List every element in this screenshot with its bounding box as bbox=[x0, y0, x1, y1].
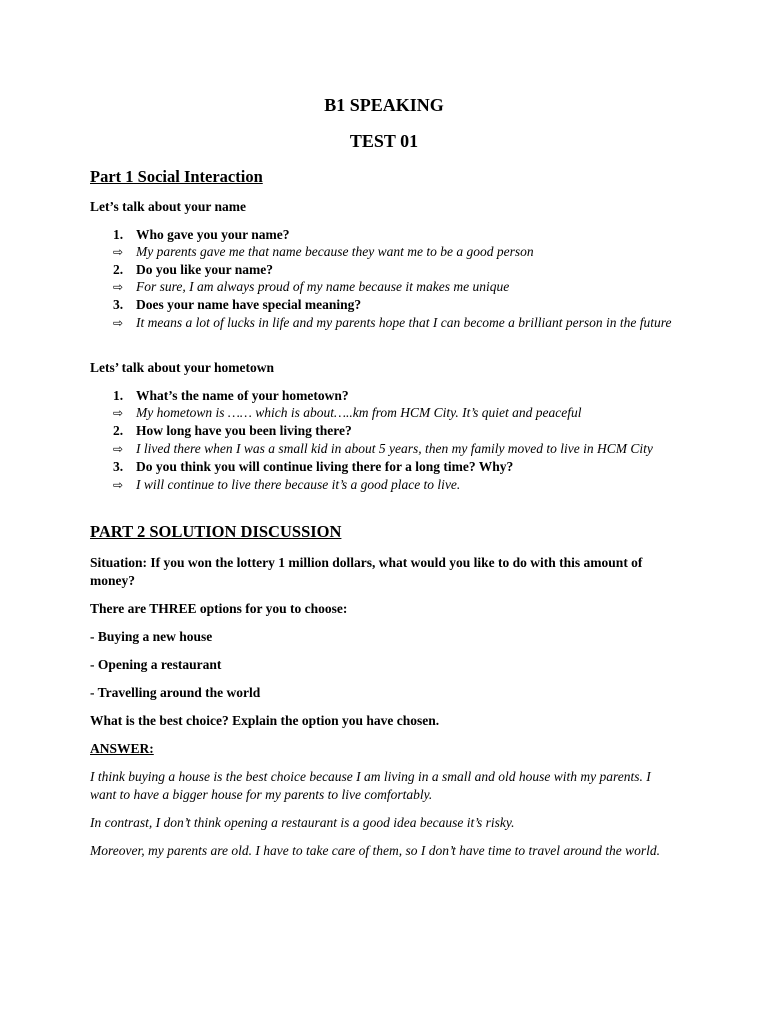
answer-paragraph: In contrast, I don’t think opening a restaurant is a good idea because it’s risky. bbox=[90, 815, 515, 830]
option-item: - Opening a restaurant bbox=[90, 657, 222, 672]
situation-text: Situation: If you won the lottery 1 million dollars, what would you like to do with this amount of money? bbox=[90, 555, 643, 588]
question-number: 1. bbox=[113, 388, 124, 403]
answer-text: I will continue to live there because it’s a good place to live. bbox=[136, 477, 461, 492]
outlined-right-arrow-icon: ⇨ bbox=[113, 245, 124, 259]
part1-heading: Part 1 Social Interaction bbox=[90, 167, 263, 186]
question-text: Do you like your name? bbox=[136, 262, 274, 277]
choice-question: What is the best choice? Explain the option you have chosen. bbox=[90, 713, 440, 728]
document-subtitle: TEST 01 bbox=[349, 131, 419, 151]
answer-paragraph: Moreover, my parents are old. I have to take care of them, so I don’t have time to travel around the world. bbox=[90, 843, 661, 858]
answer-text: For sure, I am always proud of my name because it makes me unique bbox=[136, 279, 510, 294]
outlined-right-arrow-icon: ⇨ bbox=[113, 406, 124, 420]
answer-paragraph: I think buying a house is the best choice because I am living in a small and old house with my parents. I want to have a bigger house for my parents to live comfortably. bbox=[90, 769, 651, 802]
outlined-right-arrow-icon: ⇨ bbox=[113, 442, 124, 456]
question-text: How long have you been living there? bbox=[136, 423, 352, 438]
question-number: 2. bbox=[113, 423, 124, 438]
question-number: 3. bbox=[113, 297, 124, 312]
question-text: Does your name have special meaning? bbox=[136, 297, 362, 312]
question-text: Do you think you will continue living there for a long time? Why? bbox=[136, 459, 514, 474]
answer-text: I lived there when I was a small kid in about 5 years, then my family moved to live in HCM City bbox=[136, 441, 653, 456]
option-item: - Buying a new house bbox=[90, 629, 213, 644]
outlined-right-arrow-icon: ⇨ bbox=[113, 316, 124, 330]
question-number: 3. bbox=[113, 459, 124, 474]
topic-intro-hometown: Lets’ talk about your hometown bbox=[90, 360, 275, 375]
answer-text: My hometown is …… which is about…..km from HCM City. It’s quiet and peaceful bbox=[136, 405, 582, 420]
outlined-right-arrow-icon: ⇨ bbox=[113, 280, 124, 294]
answer-text: It means a lot of lucks in life and my parents hope that I can become a brilliant person in the future bbox=[136, 315, 672, 330]
question-text: Who gave you your name? bbox=[136, 227, 290, 242]
answer-text: My parents gave me that name because they want me to be a good person bbox=[136, 244, 534, 259]
outlined-right-arrow-icon: ⇨ bbox=[113, 478, 124, 492]
topic-intro-name: Let’s talk about your name bbox=[90, 199, 247, 214]
part2-heading: PART 2 SOLUTION DISCUSSION bbox=[90, 522, 342, 541]
question-text: What’s the name of your hometown? bbox=[136, 388, 349, 403]
option-item: - Travelling around the world bbox=[90, 685, 261, 700]
options-intro: There are THREE options for you to choose: bbox=[90, 601, 348, 616]
answer-label: ANSWER: bbox=[90, 741, 154, 756]
document-title: B1 SPEAKING bbox=[324, 95, 444, 115]
question-number: 1. bbox=[113, 227, 124, 242]
question-number: 2. bbox=[113, 262, 124, 277]
